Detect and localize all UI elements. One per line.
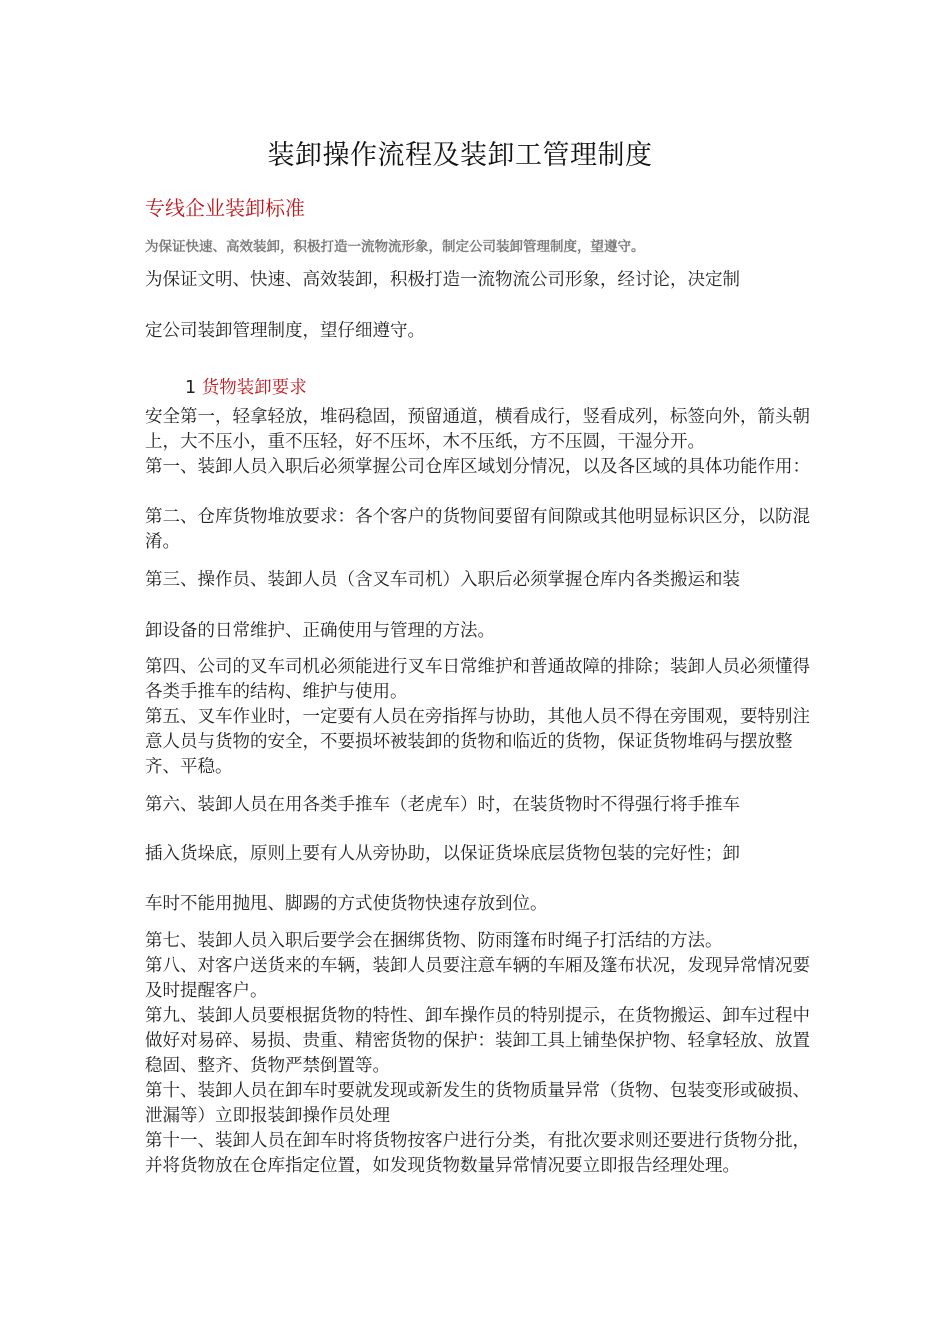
paragraph-3-line-1: 第三、操作员、装卸人员（含叉车司机）入职后必须掌握仓库内各类搬运和装	[145, 570, 740, 590]
subheading: 专线企业装卸标准	[145, 196, 305, 220]
paragraph-10: 第十、装卸人员在卸车时要就发现或新发生的货物质量异常（货物、包装变形或破损、泄漏等）立即报装卸操作员处理	[145, 1081, 810, 1126]
paragraph-6-line-3: 车时不能用抛甩、脚踢的方式使货物快速存放到位。	[145, 894, 548, 914]
intro-line-2: 定公司装卸管理制度，望仔细遵守。	[145, 321, 425, 341]
paragraph-3-line-2: 卸设备的日常维护、正确使用与管理的方法。	[145, 621, 495, 641]
section-title: 货物装卸要求	[201, 378, 307, 398]
paragraph-9: 第九、装卸人员要根据货物的特性、卸车操作员的特别提示，在货物搬运、卸车过程中做好对易碎、易损、贵重、精密货物的保护：装卸工具上铺垫保护物、轻拿轻放、放置稳固、整齐、货物严禁倒置等。	[145, 1006, 810, 1076]
paragraph-7: 第七、装卸人员入职后要学会在捆绑货物、防雨篷布时绳子打活结的方法。	[145, 931, 723, 951]
section-heading	[185, 374, 307, 399]
document-title: 装卸操作流程及装卸工管理制度	[267, 140, 653, 171]
paragraph-11: 第十一、装卸人员在卸车时将货物按客户进行分类，有批次要求则还要进行货物分批，并将货物放在仓库指定位置，如发现货物数量异常情况要立即报告经理处理。	[145, 1131, 810, 1176]
paragraph-6-line-2: 插入货垛底，原则上要有人从旁协助，以保证货垛底层货物包装的完好性；卸	[145, 844, 740, 864]
paragraph-2: 第二、仓库货物堆放要求：各个客户的货物间要留有间隙或其他明显标识区分，以防混淆。	[145, 507, 810, 552]
paragraph-1: 第一、装卸人员入职后必须掌握公司仓库区域划分情况，以及各区域的具体功能作用：	[145, 457, 810, 477]
paragraph-4: 第四、公司的叉车司机必须能进行叉车日常维护和普通故障的排除；装卸人员必须懂得各类手推车的结构、维护与使用。	[145, 657, 810, 702]
paragraph-safety: 安全第一，轻拿轻放，堆码稳固，预留通道，横看成行，竖看成列，标签向外，箭头朝上，大不压小，重不压轻，好不压坏，木不压纸，方不压圆，干湿分开。	[145, 407, 810, 452]
paragraph-6-line-1: 第六、装卸人员在用各类手推车（老虎车）时，在装货物时不得强行将手推车	[145, 795, 740, 815]
paragraph-8: 第八、对客户送货来的车辆，装卸人员要注意车辆的车厢及篷布状况，发现异常情况要及时提醒客户。	[145, 956, 810, 1001]
intro-line-1: 为保证文明、快速、高效装卸，积极打造一流物流公司形象，经讨论，决定制	[145, 270, 740, 290]
paragraph-5: 第五、叉车作业时，一定要有人员在旁指挥与协助，其他人员不得在旁围观，要特别注意人员与货物的安全，不要损坏被装卸的货物和临近的货物，保证货物堆码与摆放整齐、平稳。	[145, 707, 810, 777]
bold-note: 为保证快速、高效装卸，积极打造一流物流形象，制定公司装卸管理制度，望遵守。	[145, 239, 645, 255]
section-number: 1	[185, 378, 197, 398]
